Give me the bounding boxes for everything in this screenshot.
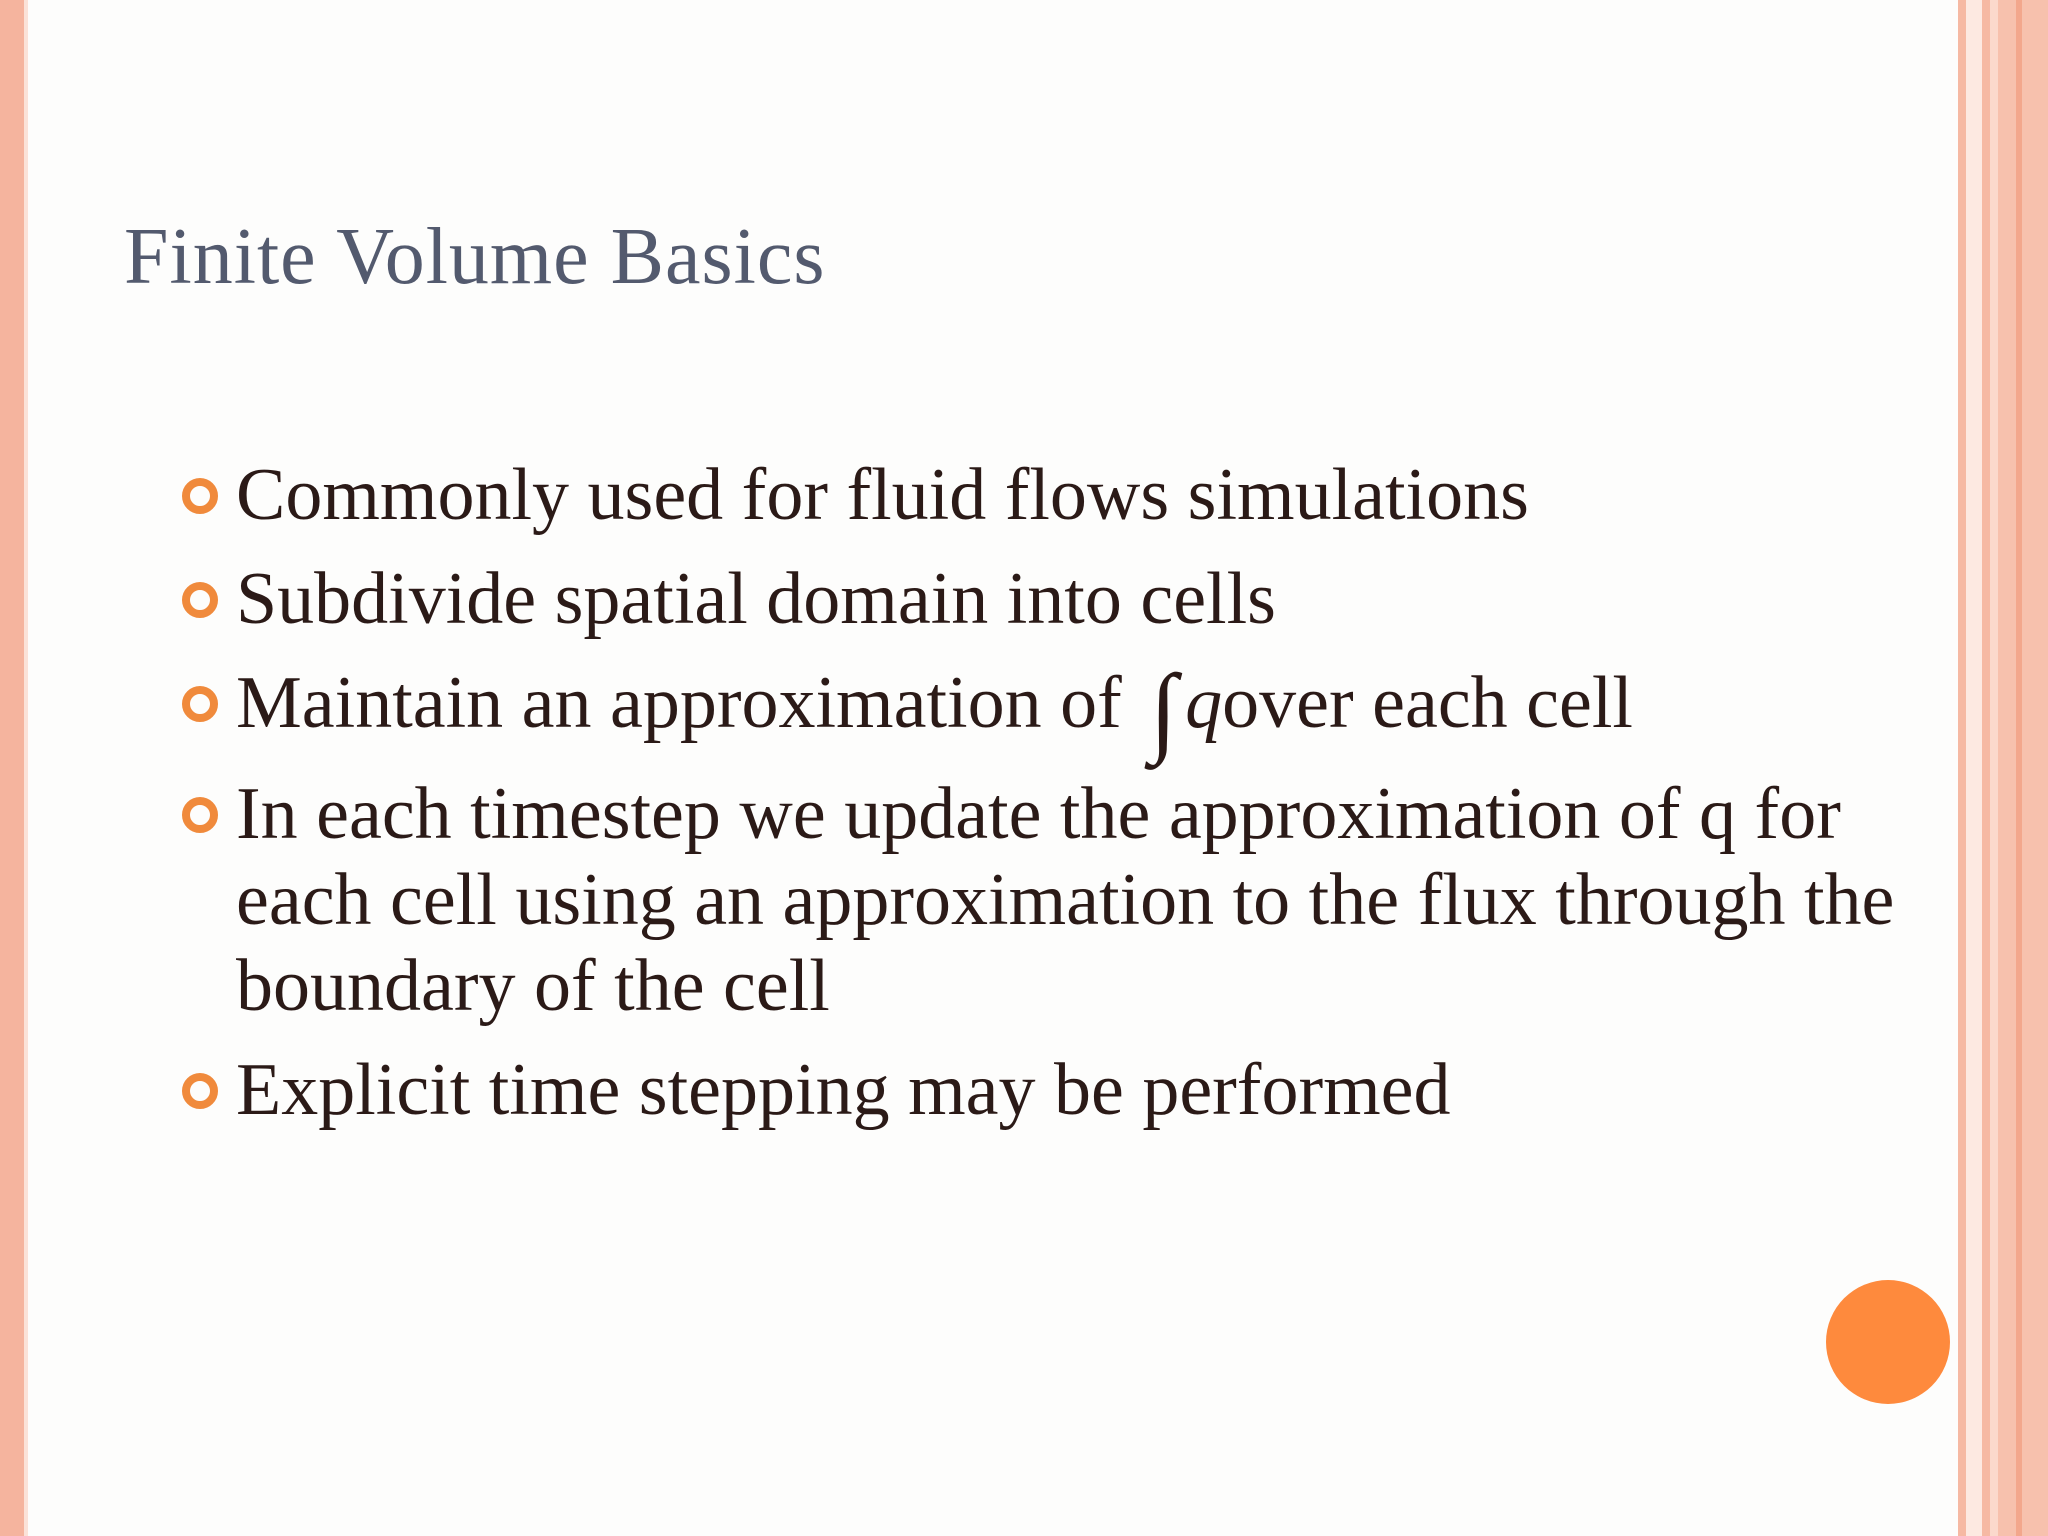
left-border-inner-stripe: [24, 0, 28, 1536]
bullet-text: Maintain an approximation of: [236, 662, 1122, 744]
bullet-text: Commonly used for fluid flows simulations: [236, 454, 1529, 536]
bullet-item: [176, 1047, 1936, 1133]
right-border-stripe-6: [2016, 0, 2022, 1536]
bullet-item: [176, 556, 1936, 642]
right-border-stripe-5: [1998, 0, 2048, 1536]
right-border-stripe-1: [1958, 0, 1966, 1536]
slide-title: Finite Volume Basics: [124, 213, 826, 301]
right-border-stripe-4: [1990, 0, 1998, 1536]
circle-bullet-icon: [182, 582, 218, 618]
bullet-text-after: over each cell: [1222, 662, 1633, 744]
circle-bullet-icon: [182, 797, 218, 833]
circle-bullet-icon: [182, 478, 218, 514]
bullet-text: Subdivide spatial domain into cells: [236, 558, 1276, 640]
bullet-text: In each timestep we update the approximation of q for each cell using an approximation to the flux through the boundary of the cell: [236, 773, 1895, 1027]
circle-bullet-icon: [182, 1073, 218, 1109]
bullet-text: Explicit time stepping may be performed: [236, 1049, 1451, 1131]
right-border-stripe-2: [1966, 0, 1982, 1536]
bullet-item: [176, 771, 1936, 1029]
left-border-stripe: [0, 0, 24, 1536]
circle-bullet-icon: [182, 686, 218, 722]
integral-symbol: ∫: [1149, 654, 1178, 765]
decorative-orange-circle: [1826, 1280, 1950, 1404]
bullet-list: [176, 452, 1936, 1151]
bullet-item: [176, 452, 1936, 538]
math-variable-q: q: [1185, 662, 1223, 744]
bullet-item: [176, 654, 1936, 765]
right-border-stripe-3: [1982, 0, 1990, 1536]
